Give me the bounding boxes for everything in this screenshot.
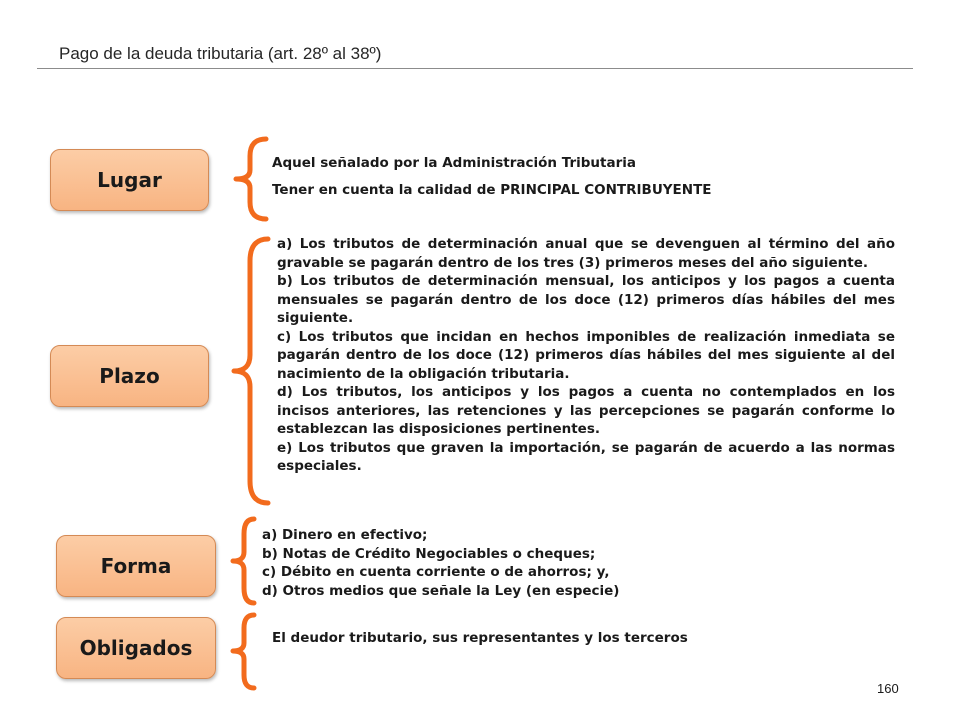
label-box-forma [56,535,216,597]
header-divider [37,68,913,69]
brace-lugar [228,136,270,222]
brace-plazo [226,235,272,507]
plazo-paragraph-c: c) Los tributos que incidan en hechos imponibles de realización inmediata se pagarán dentro de los doce (12) primeros días hábiles del mes siguiente al del nacimiento de la obligación tributaria. [277,328,895,382]
plazo-description [277,235,895,476]
forma-item: d) Otros medios que señale la Ley (en especie) [262,582,620,599]
label-obligados: Obligados [79,636,193,660]
page-title: Pago de la deuda tributaria (art. 28º al 38º) [59,44,382,63]
brace-obligados [228,612,258,692]
label-box-obligados [56,617,216,679]
forma-item: b) Notas de Crédito Negociables o cheques; [262,545,596,562]
page-number: 160 [877,681,899,696]
label-box-plazo [50,345,209,407]
brace-forma [228,516,258,606]
plazo-paragraph-d: d) Los tributos, los anticipos y los pagos a cuenta no contemplados en los incisos anteriores, las retenciones y las percepciones se pagarán conforme lo establezcan las disposiciones pertinentes. [277,384,895,437]
forma-item: c) Débito en cuenta corriente o de ahorros; y, [262,564,610,580]
plazo-paragraph-b: b) Los tributos de determinación mensual, los anticipos y los pagos a cuenta mensuales se pagarán dentro de los doce (12) primeros días hábiles del mes siguiente. [277,273,895,326]
label-box-lugar [50,149,209,211]
plazo-paragraph-a: a) Los tributos de determinación anual que se devenguen al término del año gravable se pagarán dentro de los tres (3) primeros meses del año siguiente. [277,236,895,271]
forma-list [262,526,619,600]
obligados-description: El deudor tributario, sus representantes y los terceros [272,630,688,646]
forma-item: a) Dinero en efectivo; [262,527,428,543]
label-plazo: Plazo [99,364,160,388]
label-forma: Forma [100,554,172,578]
lugar-line: Tener en cuenta la calidad de PRINCIPAL CONTRIBUYENTE [272,182,712,198]
label-lugar: Lugar [97,168,162,192]
plazo-paragraph-e: e) Los tributos que graven la importación, se pagarán de acuerdo a las normas especiales. [277,439,895,474]
lugar-description [272,154,712,208]
lugar-line: Aquel señalado por la Administración Tributaria [272,155,636,171]
